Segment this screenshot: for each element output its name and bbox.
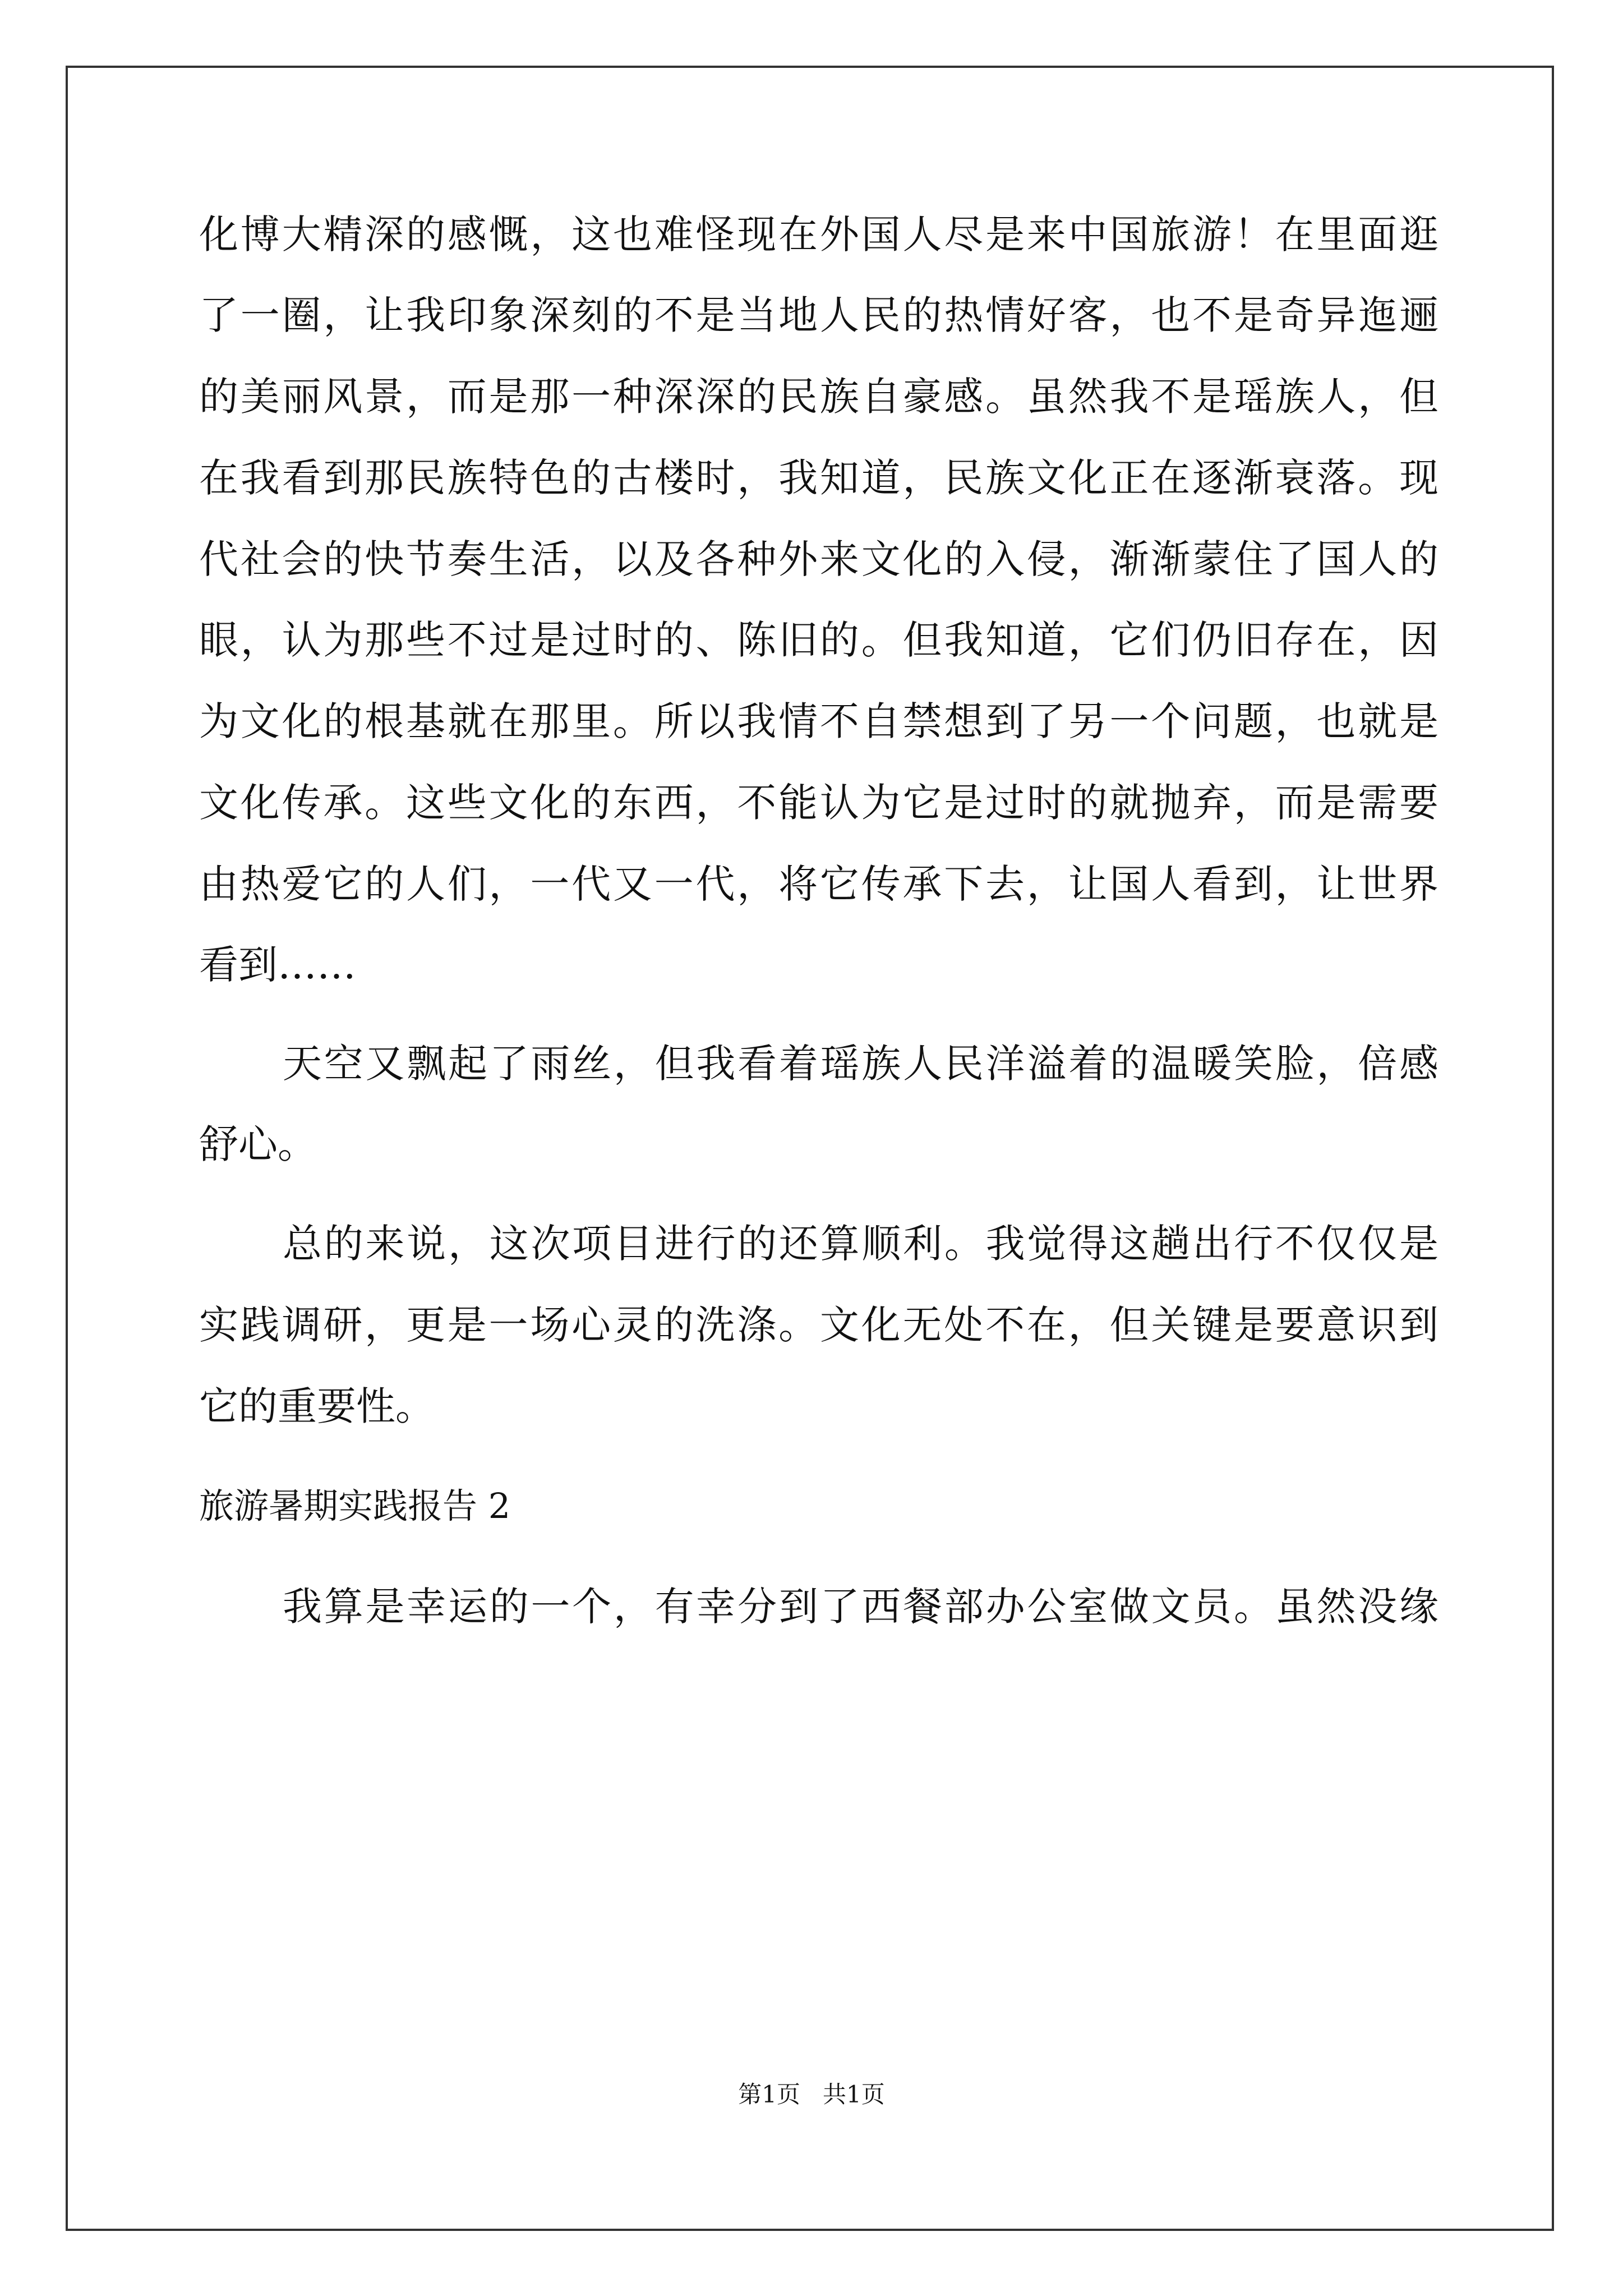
text-line: 的美丽风景，而是那一种深深的民族自豪感。虽然我不是瑶族人，但	[199, 374, 1438, 420]
text-line: 我算是幸运的一个，有幸分到了西餐部办公室做文员。虽然没缘	[283, 1584, 1438, 1630]
text-line: 在我看到那民族特色的古楼时，我知道，民族文化正在逐渐衰落。现	[199, 455, 1438, 501]
page-footer: 第1页 共1页	[738, 2081, 885, 2108]
text-line: 为文化的根基就在那里。所以我情不自禁想到了另一个问题，也就是	[199, 698, 1438, 744]
text-line: 看到……	[199, 942, 356, 988]
text-line: 它的重要性。	[199, 1383, 435, 1429]
text-line: 文化传承。这些文化的东西，不能认为它是过时的就抛弃，而是需要	[199, 780, 1438, 826]
section-heading: 旅游暑期实践报告 2	[199, 1485, 511, 1526]
text-line: 眼，认为那些不过是过时的、陈旧的。但我知道，它们仍旧存在，因	[199, 617, 1438, 663]
text-line: 了一圈，让我印象深刻的不是当地人民的热情好客，也不是奇异迤逦	[199, 292, 1438, 338]
text-line: 代社会的快节奏生活，以及各种外来文化的入侵，渐渐蒙住了国人的	[199, 536, 1438, 582]
text-line: 由热爱它的人们，一代又一代，将它传承下去，让国人看到，让世界	[199, 861, 1438, 907]
text-line: 舒心。	[199, 1121, 317, 1167]
text-line: 总的来说，这次项目进行的还算顺利。我觉得这趟出行不仅仅是	[283, 1221, 1438, 1267]
text-line: 天空又飘起了雨丝，但我看着瑶族人民洋溢着的温暖笑脸，倍感	[283, 1041, 1438, 1087]
text-line: 化博大精深的感慨，这也难怪现在外国人尽是来中国旅游！在里面逛	[199, 211, 1438, 257]
text-line: 实践调研，更是一场心灵的洗涤。文化无处不在，但关键是要意识到	[199, 1302, 1438, 1348]
